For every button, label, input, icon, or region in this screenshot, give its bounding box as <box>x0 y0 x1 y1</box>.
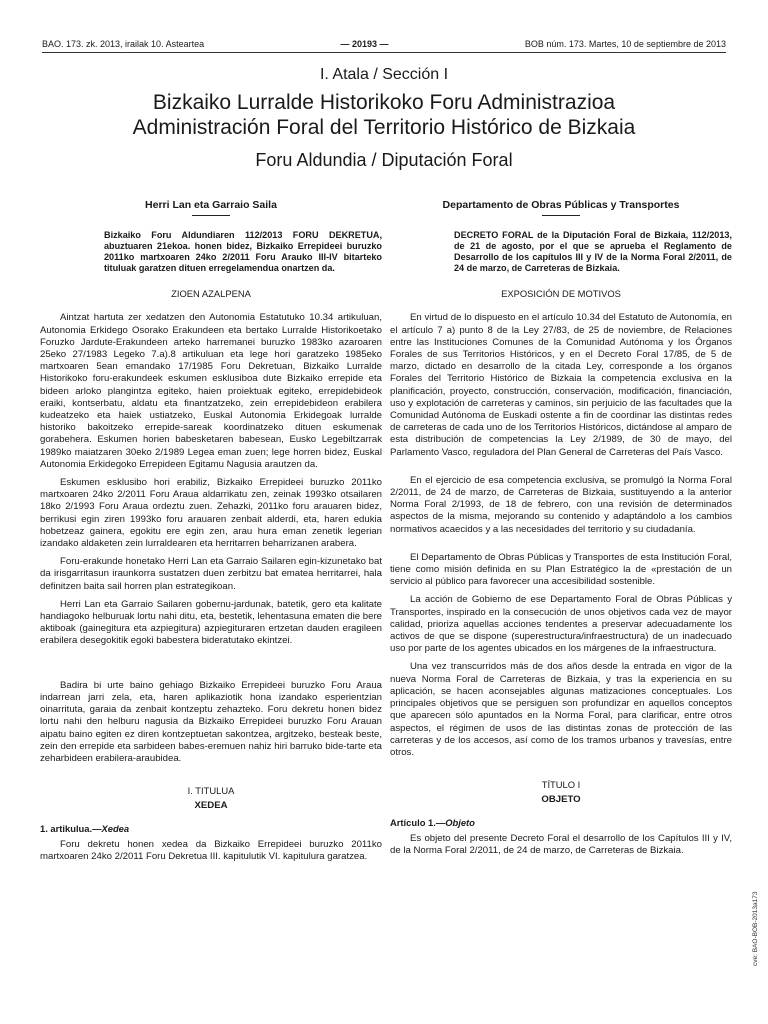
running-header <box>42 39 726 53</box>
administration-title-spanish: Administración Foral del Territorio Histórico de Bizkaia <box>132 116 636 139</box>
object-heading-basque: XEDEA <box>194 800 228 812</box>
administration-title-basque: Bizkaiko Lurralde Historikoko Foru Administrazioa <box>152 91 616 114</box>
paragraph: El Departamento de Obras Públicas y Transportes de esta Institución Foral, tiene como misión definida en su Plan Estratégico la de «prestación de un servicio al público para favorecer una accesibilidad sostenible. <box>390 551 732 588</box>
paragraph: En virtud de lo dispuesto en el artículo 10.34 del Estatuto de Autonomía, en el artículo 7 a) punto 8 de la Ley 27/83, de 25 de noviembre, de Relaciones entre las Instituciones Comunes de la Comunidad Autónoma y los Órganos Forales de sus Territorios Históricos, y en el Decreto Foral 17/85, de 5 de marzo, dictado en desarrollo de la citada Ley, corresponde a los órganos Forales del Territorio Histórico de Bizkaia la competencia exclusiva en la planificación, proyecto, construcción, conservación, modificación, financiación, uso y explotación de carreteras y caminos, sin perjuicio de las facultades que la Comunidad Autónoma de Euskadi ostente a fin de coordinar las distintas redes de carreteras de cada uno de los Territorios Históricos, dictándose al amparo de esta distribución de competencias la Ley 2/1989, de 30 de mayo, del Parlamento Vasco, reguladora del Plan General de Carreteras del País Vasco. <box>390 312 732 458</box>
motives-heading-spanish: EXPOSICIÓN DE MOTIVOS <box>501 288 621 300</box>
paragraph: Aintzat hartuta zer xedatzen den Autonomia Estatutuko 10.34 artikuluan, Autonomia Erkidego Osorako Erakundeen eta bertako Lurralde Historikoetako Foruzko Jardute-Erakundeen arteko harremanei buruzko 1983ko azaroaren 25eko 27/1983 Legeko 7.a).8 artikuluan eta lege hori garatzeko 1985eko martxoaren 5ean emandako 17/1985 Foru Dekretuan, Bizkaiko Lurralde Historikoko foru-erakundeek eskumen esklusiboa dute Bizkaiko errepide eta bideen arloko plangintza egiteko, haien proiektuak egiteko, errepidebideok eraiki, kontserbatu, aldatu eta finantzatzeko, zein errepidebideon erabilera kudeatzeko eta haiek ustiatzeko, Euskal Autonomia Erkidegoak lurralde historiko bakoitzeko errepide-sareak koordinatzeko dituen eskumenak gorabehera. Eskumen horien babesketaren babesean, Eusko Legebiltzarrak 1989ko maiatzaren 30eko 2/1989 Legea eman zuen; lege horren bidez, Euskal Autonomia Erkidegoko Errepideen Egitamu Nagusia arautzen da. <box>40 312 382 470</box>
paragraph: Badira bi urte baino gehiago Bizkaiko Errepideei buruzko Foru Araua indarrean jarri zela, eta, haren aplikaziotik hona izandako esperientzian oinarrituta, garaia da zenbait kontzeptu zehazteko. Foru dekretu honen bidez lortu nahi den helburu nagusia da Bizkaiko Errepideei buruzko Foru Arauan aipatu baino egiten ez diren kontzeptuetan sakontzea, argitzeko, besteak beste, zein den errepide eta sarbideen babes-eremuen nahiz hiri barruko bide-tarte eta zeharbideen erabilera-araubidea. <box>40 679 382 764</box>
title-heading-basque: I. TITULUA <box>187 785 235 797</box>
administration-title <box>0 90 768 140</box>
diputacion-heading: Foru Aldundia / Diputación Foral <box>255 150 513 170</box>
article-number: 1. artikulua.— <box>40 822 102 834</box>
header-basque-date: BAO. 173. zk. 2013, irailak 10. Asteartea <box>42 39 205 49</box>
motives-body-spanish <box>390 312 732 759</box>
divider <box>542 215 580 216</box>
article-name: Objeto <box>445 816 475 828</box>
spanish-column <box>390 199 732 863</box>
title-heading-spanish: TÍTULO I <box>541 779 581 791</box>
department-title-basque: Herri Lan eta Garraio Saila <box>145 199 277 211</box>
header-spanish-date: BOB núm. 173. Martes, 10 de septiembre de 2013 <box>524 39 726 49</box>
divider <box>192 215 230 216</box>
paragraph: La acción de Gobierno de ese Departamento Foral de Obras Públicas y Transportes, inspirado en la consecución de unos objetivos cada vez de mayor calidad, prioriza aquellas acciones tendentes a preservar adecuadamente los activos de que se dispone (superestructura/infraestructura) de un inadecuado uso por parte de los agentes ubicados en los márgenes de la infraestructura. <box>390 594 732 655</box>
article-heading-basque <box>40 823 382 835</box>
paragraph: Foru-erakunde honetako Herri Lan eta Garraio Sailaren egin-kizunetako bat da irisgarritasun iraunkorra sustatzen duen zerbitzu bat ematea herritarrei, hala definitzen baita sail horren plan estrategikoan. <box>40 556 382 592</box>
article-number: Artículo 1.— <box>390 816 446 828</box>
basque-column <box>40 199 382 869</box>
article-text-basque: Foru dekretu honen xedea da Bizkaiko Errepideei buruzko 2011ko martxoaren 24ko 2/2011 Foru Dekretua III. kapitulutik VI. kapitulura garatzea. <box>40 838 382 862</box>
paragraph: En el ejercicio de esa competencia exclusiva, se promulgó la Norma Foral 2/2011, de 24 de marzo, de Carreteras de Bizkaia, sustituyendo a la anterior Norma Foral 2/1993, de 18 de febrero, con una revisión de determinados aspectos de la misma, mejorando su contenido y adaptándolo a los cambios normativos acaecidos y a las necesidades del territorio y su ciudadanía. <box>390 474 732 535</box>
decree-title-basque: Bizkaiko Foru Aldundiaren 112/2013 FORU DEKRETUA, abuztuaren 21ekoa. honen bidez, Bizkaiko Errepideei buruzko 2011ko martxoaren 24ko 2/2011 Foru Arauko III-IV bitarteko tituluak garatzen dituen erregelamendua onartzen da. <box>104 230 382 274</box>
cve-code: cve: BAO-BOB-2013a173 <box>752 891 759 966</box>
paragraph: Eskumen esklusibo hori erabiliz, Bizkaiko Errepideei buruzko 2011ko martxoaren 24ko 2/2011 Foru Araua aldarrikatu zen, zeinak 1993ko otsailaren 18ko 2/1993 Foru Araua ordeztu zuen. Zehazki, 2011ko foru arauaren bidez, berrikusi egin ziren 1993ko foru arauaren zenbait alderdi, eta, haren edukia hobetzeaz gainera, egokitu ere egin zen, arau hura eman zenetik legerian izandako aldaketen zein lurraldearen eta herritarren beharrizanen arabera. <box>40 477 382 550</box>
motives-body-basque <box>40 312 382 765</box>
page-number: — 20193 — <box>340 39 389 49</box>
article-text-spanish: Es objeto del presente Decreto Foral el desarrollo de los Capítulos III y IV, de la Norma Foral 2/2011, de 24 de marzo, de Carreteras de Bizkaia. <box>390 832 732 856</box>
department-title-spanish: Departamento de Obras Públicas y Transportes <box>442 199 680 211</box>
paragraph: Herri Lan eta Garraio Sailaren gobernu-jardunak, batetik, gero eta kalitate handiagoko helburuak lortu nahi ditu, eta, bestetik, lehentasuna ematen die bere aktiboak (gainegitura eta azpiegitura) azpiegituraren ertzetan dauden eragileen erabilera desegokitik egoki babestera bideratutako ekintzei. <box>40 598 382 647</box>
paragraph: Una vez transcurridos más de dos años desde la entrada en vigor de la nueva Norma Foral de Carreteras de Bizkaia, y tras la experiencia en su aplicación, se hacen aconsejables algunas matizaciones conceptuales. Los principales objetivos que se persiguen son profundizar en aquellos conceptos que aparecen sólo apuntados en la Norma Foral, para clarificar, entre otros aspectos, el régimen de usos de las distintas zonas de protección de las carreteras y de los accesos, así como de los tramos urbanos y travesías, entre otros. <box>390 661 732 758</box>
article-heading-spanish <box>390 817 732 829</box>
section-heading: I. Atala / Sección I <box>319 66 449 83</box>
decree-title-spanish: DECRETO FORAL de la Diputación Foral de Bizkaia, 112/2013, de 21 de agosto, por el que se aprueba el Reglamento de Desarrollo de los capítulos III y IV de la Norma Foral 2/2011, de 24 de marzo, de Carreteras de Bizkaia. <box>454 230 732 274</box>
object-heading-spanish: OBJETO <box>541 794 581 806</box>
motives-heading-basque: ZIOEN AZALPENA <box>171 288 251 300</box>
article-name: Xedea <box>101 822 130 834</box>
